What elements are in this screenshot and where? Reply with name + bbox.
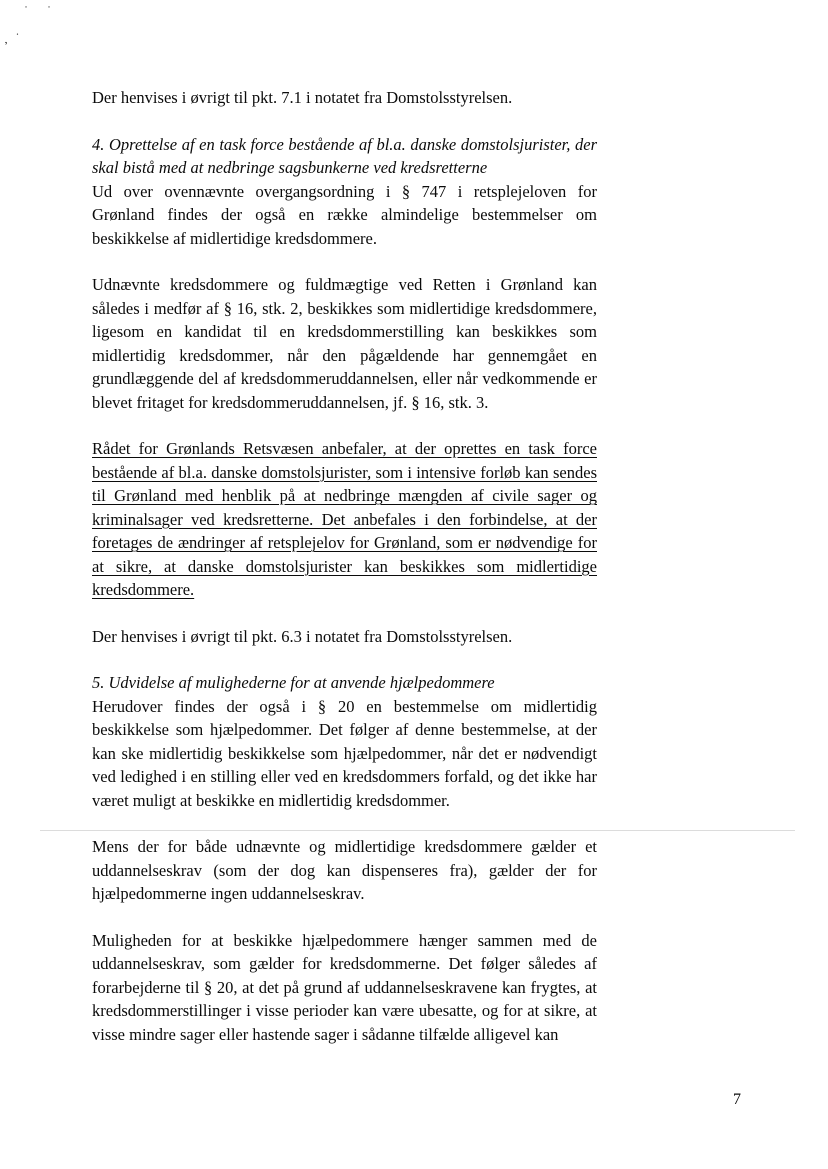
section-5 [92,671,597,1046]
section-4-paragraph-2: Udnævnte kredsdommere og fuldmægtige ved Retten i Grønland kan således i medfør af § 16, stk. 2, beskikkes som midlertidige kredsdommere, ligesom en kandidat til en kredsdommerstilling kan beskikkes som midlertidig kredsdommer, når den pågældende har gennemgået en grundlæggende del af kredsdommeruddannelsen, eller når vedkommende er blevet fritaget for kredsdommeruddannelsen, jf. § 16, stk. 3. [92,275,597,412]
section-5-paragraph-1: Herudover findes der også i § 20 en bestemmelse om midlertidig beskikkelse som hjælpedommer. Det følger af denne bestemmelse, at der kan ske midlertidig beskikkelse som hjælpedommer, når det er nødvendigt ved ledighed i en stilling eller ved en kredsdommers forfald, og det ikke har været muligt at beskikke en midlertidig kredsdommer. [92,696,597,810]
section-5-paragraph-2: Mens der for både udnævnte og midlertidige kredsdommere gælder et uddannelseskrav (som der dog kan dispenseres fra), gælder der for hjælpedommerne ingen uddannelseskrav. [92,837,597,903]
section-4 [92,133,597,649]
section-4-recommendation-underlined: Rådet for Grønlands Retsvæsen anbefaler, at der oprettes en task force bestående af bl.a. danske domstolsjurister, som i intensive forløb kan sendes til Grønland med henblik på at nedbringe mængden af civile sager og kriminalsager ved kredsretterne. Det anbefales i den forbindelse, at der foretages de ændringer af retsplejelov for Grønland, som er nødvendige for at sikre, at danske domstolsjurister kan beskikkes som midlertidige kredsdommere. [92,439,597,599]
section-5-heading: 5. Udvidelse af mulighederne for at anvende hjælpedommere [92,673,495,692]
page-number: 7 [733,1091,741,1108]
section-4-paragraph-1: Ud over ovennævnte overgangsordning i § 747 i retsplejeloven for Grønland findes der også en række almindelige bestemmelser om beskikkelse af midlertidige kredsdommere. [92,181,597,248]
document-page-body [92,86,597,1069]
paragraph-reference-pkt-6-3: Der henvises i øvrigt til pkt. 6.3 i notatet fra Domstolsstyrelsen. [92,626,513,646]
section-4-heading: 4. Oprettelse af en task force bestående af bl.a. danske domstolsjurister, der skal bistå med at nedbringe sagsbunkerne ved kredsretterne [92,134,597,177]
paragraph-reference-pkt-7-1: Der henvises i øvrigt til pkt. 7.1 i notatet fra Domstolsstyrelsen. [92,88,513,107]
scan-artifact: ˙ ˙ [24,3,59,17]
section-5-paragraph-3: Muligheden for at beskikke hjælpedommere hænger sammen med de uddannelseskrav, som gælder for kredsdommerne. Det følger således af forarbejderne til § 20, at det på grund af uddannelseskravene kan frygtes, at kredsdommerstillinger i visse perioder kan være ubesatte, og for at sikre, at visse mindre sager eller hastende sager i sådanne tilfælde alligevel kan [92,930,597,1044]
scan-fold-line [40,830,795,831]
scan-artifact: , ˙ [3,29,24,47]
